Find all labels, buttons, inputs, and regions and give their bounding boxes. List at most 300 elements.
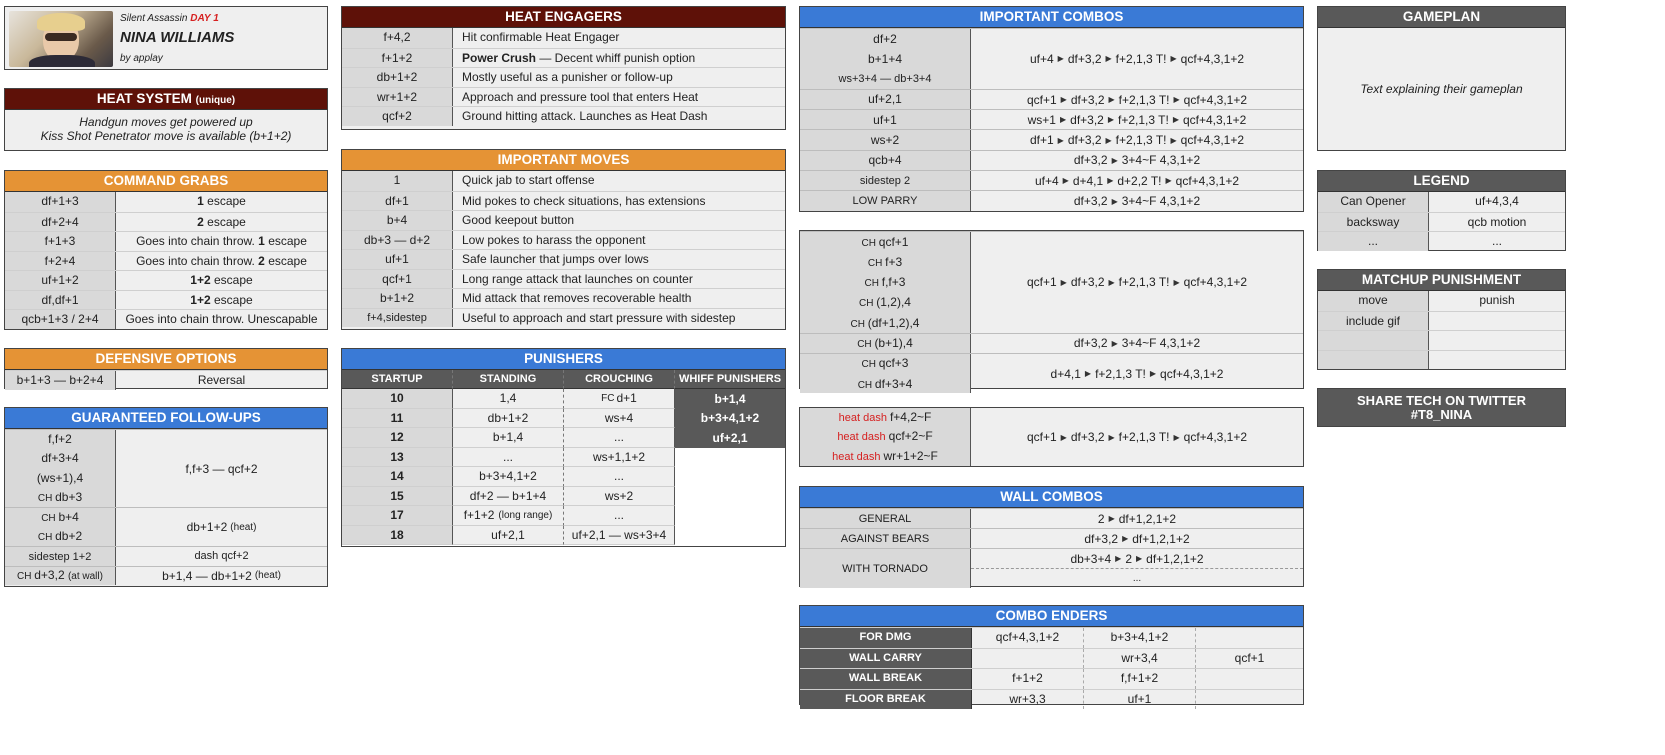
grab-input: uf+1+2	[5, 271, 116, 290]
ch-combo-launcher	[800, 292, 970, 312]
combo-route	[971, 110, 1303, 129]
legend-term: Can Opener	[1318, 192, 1429, 212]
launcher-input: db+2	[55, 529, 83, 543]
route-step: uf+4	[1034, 173, 1059, 188]
defensive-options-title: DEFENSIVE OPTIONS	[5, 349, 327, 370]
heat-engagers-panel	[341, 6, 786, 130]
ender-cell	[1196, 690, 1303, 710]
heat-engager-desc	[453, 49, 785, 68]
route-arrow-icon: ▶	[1170, 135, 1177, 145]
important-combos-panel	[799, 6, 1304, 212]
route-step: qcf+4,3,1+2	[1183, 430, 1248, 444]
ch-combo-launchers	[800, 354, 971, 394]
ender-row	[800, 627, 1303, 648]
route-step: qcf+4,3,1+2	[1160, 366, 1224, 381]
ch-combo-launcher	[800, 334, 970, 353]
route-arrow-icon: ▶	[1057, 135, 1064, 145]
heat-engager-input: qcf+2	[342, 107, 453, 126]
ender-cell: qcf+1	[1234, 650, 1265, 665]
wall-combo-route	[971, 568, 1303, 588]
route-step: 3+4~F 4,3,1+2	[1121, 194, 1201, 209]
followup-inputs	[5, 508, 116, 546]
route-step: df+1,2,1+2	[1146, 551, 1204, 566]
followup-result	[116, 547, 327, 566]
matchup-term	[1318, 351, 1429, 370]
grab-escape-text: escape	[264, 234, 307, 248]
punisher-standing-move: df+2 — b+1+4	[469, 488, 547, 503]
heat-system-note: (unique)	[195, 95, 236, 106]
punisher-crouching	[564, 487, 675, 507]
important-moves-title: IMPORTANT MOVES	[342, 150, 785, 171]
route-step: d+4,1	[1050, 366, 1081, 381]
combo-route	[971, 151, 1303, 170]
route-step: ...	[1132, 573, 1142, 584]
route-arrow-icon: ▶	[1136, 554, 1143, 563]
ch-combo-route	[971, 334, 1303, 353]
wall-combo-row	[800, 508, 1303, 528]
legend-term: backsway	[1318, 213, 1429, 232]
combo-group	[800, 170, 1303, 190]
move-row	[342, 230, 785, 250]
launcher-input: (ws+1),4	[36, 470, 84, 485]
grab-row	[5, 212, 327, 232]
followup-input-note: (at wall)	[67, 571, 103, 582]
route-arrow-icon: ▶	[1062, 176, 1069, 186]
combo-route	[971, 29, 1303, 89]
heat-engager-text: Ground hitting attack. Launches as Heat Dash	[462, 109, 708, 123]
ender-cell: f+1+2	[972, 669, 1084, 689]
grab-note: Goes into chain throw.	[136, 253, 259, 268]
heat-engager-text: Hit confirmable Heat Engager	[462, 30, 620, 44]
route-step: df+1	[1029, 133, 1054, 148]
heat-dash-combos-panel	[799, 407, 1304, 467]
ender-row	[800, 648, 1303, 669]
counter-hit-tag: CH	[864, 278, 882, 290]
defensive-input: b+1+3 — b+2+4	[5, 371, 116, 390]
portrait	[9, 11, 113, 67]
ch-combo-route	[971, 232, 1303, 333]
route-step: df+3,2	[1073, 194, 1108, 209]
punisher-standing-note: (long range)	[498, 509, 553, 521]
punisher-crouching-move: ws+4	[604, 410, 634, 425]
ender-label: FLOOR BREAK	[800, 690, 972, 710]
wall-combos-panel	[799, 486, 1304, 587]
ender-row	[800, 668, 1303, 689]
guaranteed-followups-panel	[4, 407, 328, 587]
punisher-crouching-move: ...	[613, 469, 624, 484]
grab-desc	[116, 291, 327, 310]
followup-input	[5, 488, 115, 507]
heat-dash-launcher	[800, 427, 970, 446]
route-arrow-icon: ▶	[1173, 95, 1180, 105]
route-arrow-icon: ▶	[1122, 534, 1129, 543]
heat-dash-group	[800, 408, 1303, 466]
combo-launcher	[800, 49, 970, 69]
wall-combo-routes	[971, 549, 1303, 588]
punisher-startup: 17	[342, 506, 453, 526]
route-step: df+3,2	[1073, 336, 1108, 351]
heat-dash-launcher	[800, 408, 970, 427]
move-row	[342, 308, 785, 328]
grab-row	[5, 192, 327, 212]
route-step: df+3,2	[1070, 430, 1105, 444]
grab-escape-key: 2	[197, 214, 204, 229]
heat-system-line: Kiss Shot Penetrator move is available (b+1+2)	[40, 129, 292, 143]
route-arrow-icon: ▶	[1059, 115, 1067, 125]
command-grabs-panel	[4, 170, 328, 330]
route-arrow-icon: ▶	[1108, 432, 1115, 442]
punisher-standing	[453, 389, 564, 409]
legend-value: ...	[1491, 234, 1502, 248]
route-arrow-icon: ▶	[1170, 54, 1177, 64]
route-step: 3+4~F 4,3,1+2	[1121, 153, 1201, 168]
grab-input: qcb+1+3 / 2+4	[5, 310, 116, 329]
move-desc	[453, 192, 785, 211]
grab-escape-key: 1	[197, 194, 204, 208]
grab-escape-text: escape	[210, 292, 253, 307]
followup-result-text: b+1,4 — db+1+2	[162, 568, 252, 583]
ender-row	[800, 689, 1303, 710]
followup-input: sidestep 1+2	[28, 550, 92, 563]
punisher-standing-move: f+1+2	[463, 508, 495, 523]
followup-input	[5, 527, 115, 546]
route-step: f+2,1,3 T!	[1118, 275, 1170, 290]
followup-group	[5, 566, 327, 586]
ch-combo-group	[800, 353, 1303, 394]
punishers-title: PUNISHERS	[342, 349, 785, 370]
grab-escape-text: escape	[210, 273, 253, 287]
ch-combo-launcher	[800, 232, 970, 252]
wall-combo-routes	[971, 509, 1303, 528]
move-text: Low pokes to harass the opponent	[462, 232, 646, 247]
command-grabs-title: COMMAND GRABS	[5, 171, 327, 192]
matchup-title: MATCHUP PUNISHMENT	[1318, 270, 1565, 291]
matchup-term: move	[1318, 291, 1429, 311]
followup-input	[5, 508, 115, 527]
heat-engagers-title: HEAT ENGAGERS	[342, 7, 785, 28]
heat-engager-row	[342, 67, 785, 87]
heat-dash-input: f+4,2~F	[889, 410, 932, 425]
wall-combo-routes	[971, 529, 1303, 548]
ender-cell: f,f+1+2	[1084, 669, 1196, 689]
ender-cell	[1196, 669, 1303, 689]
route-arrow-icon: ▶	[1172, 115, 1179, 125]
launcher-input: qcf+3	[878, 356, 909, 371]
route-step: f+2,1,3 T!	[1115, 133, 1167, 148]
route-arrow-icon: ▶	[1165, 176, 1172, 186]
fc-tag: FC	[601, 392, 615, 404]
route-step: db+3+4	[1070, 551, 1112, 566]
launcher-input: qcb+4	[868, 153, 902, 168]
grab-input: df+1+3	[5, 192, 116, 212]
combo-launcher	[800, 191, 970, 210]
heat-engager-input: db+1+2	[342, 68, 453, 87]
punisher-header: CROUCHING	[564, 370, 675, 389]
grab-desc	[116, 252, 327, 271]
move-row	[342, 191, 785, 211]
combo-launchers	[800, 151, 971, 170]
route-step: f+2,1,3 T!	[1118, 112, 1169, 127]
grab-escape-key: 1	[258, 234, 265, 248]
heat-engager-highlight: Power Crush	[462, 50, 537, 65]
route-step: qcf+1	[1026, 92, 1057, 107]
heat-dash-launcher	[800, 447, 970, 466]
move-row	[342, 249, 785, 269]
combo-group	[800, 129, 1303, 149]
route-step: f+2,1,3 T!	[1115, 51, 1167, 66]
launcher-input: f,f+2	[48, 431, 72, 446]
punisher-crouching-move: ws+2	[604, 488, 634, 503]
heat-system-title-bar	[5, 89, 327, 110]
combo-route	[971, 130, 1303, 149]
ch-combo-route	[971, 354, 1303, 394]
combo-launcher	[800, 90, 970, 109]
route-step: df+3,2	[1067, 133, 1102, 148]
grab-escape-key: 1+2	[190, 273, 211, 287]
combo-launchers	[800, 130, 971, 149]
counter-hit-tag: CH	[867, 257, 886, 269]
counter-hit-tag: CH	[861, 237, 879, 249]
route-arrow-icon: ▶	[1107, 176, 1114, 186]
move-input: qcf+1	[342, 270, 453, 289]
important-combos-title: IMPORTANT COMBOS	[800, 7, 1303, 28]
heat-dash-input: qcf+2~F	[888, 429, 933, 444]
punisher-standing-move: db+1+2	[487, 410, 529, 425]
punisher-crouching	[564, 526, 675, 546]
move-text: Safe launcher that jumps over lows	[462, 252, 649, 266]
heat-system-line: Handgun moves get powered up	[79, 115, 253, 129]
combo-launchers	[800, 171, 971, 190]
important-moves-panel	[341, 149, 786, 330]
route-arrow-icon: ▶	[1105, 54, 1112, 64]
legend-value: uf+4,3,4	[1475, 194, 1519, 208]
route-step: qcf+1	[1026, 275, 1057, 290]
followup-inputs	[5, 430, 116, 507]
matchup-panel	[1317, 269, 1566, 370]
profile-subtitle: Silent Assassin	[120, 13, 188, 24]
followup-inputs	[5, 567, 116, 586]
matchup-row	[1318, 330, 1565, 350]
ch-combo-launchers	[800, 232, 971, 333]
move-text: Useful to approach and start pressure with sidestep	[462, 310, 736, 325]
combo-launchers	[800, 29, 971, 89]
ch-combo-launcher	[800, 374, 970, 394]
wall-combos-title: WALL COMBOS	[800, 487, 1303, 508]
combo-group	[800, 109, 1303, 129]
grab-desc	[116, 271, 327, 290]
punisher-crouching-move: ws+1,1+2	[592, 449, 646, 464]
route-arrow-icon: ▶	[1060, 432, 1067, 442]
punisher-startup: 13	[342, 448, 453, 468]
move-desc	[453, 211, 785, 230]
combo-route	[971, 90, 1303, 109]
combo-launcher	[800, 130, 970, 149]
punisher-header: STARTUP	[342, 370, 453, 389]
heat-engager-desc	[453, 68, 785, 87]
profile-day: DAY 1	[190, 13, 219, 24]
move-desc	[453, 171, 785, 191]
punisher-crouching-move: ...	[613, 508, 624, 523]
move-desc	[453, 289, 785, 308]
launcher-input: (1,2),4	[876, 295, 911, 310]
move-text: Quick jab to start offense	[462, 173, 595, 187]
move-text: Good keepout button	[462, 213, 575, 227]
wall-combo-route	[971, 509, 1303, 528]
share-tech-banner[interactable]	[1317, 388, 1566, 427]
followup-group	[5, 507, 327, 546]
move-desc	[453, 231, 785, 250]
move-desc	[453, 270, 785, 289]
matchup-value	[1429, 312, 1565, 331]
ender-label: FOR DMG	[800, 628, 972, 648]
grab-row	[5, 251, 327, 271]
punisher-startup: 10	[342, 389, 453, 409]
grab-escape-text: escape	[264, 253, 307, 268]
route-arrow-icon: ▶	[1108, 514, 1115, 523]
launcher-input: (df+1,2),4	[867, 315, 920, 330]
punisher-standing-move: b+1,4	[492, 430, 524, 445]
heat-engager-text: Mostly useful as a punisher or follow-up	[462, 70, 673, 84]
heat-engager-input: f+1+2	[342, 49, 453, 68]
heat-engager-row	[342, 28, 785, 48]
launcher-input: LOW PARRY	[852, 194, 918, 207]
followups-title: GUARANTEED FOLLOW-UPS	[5, 408, 327, 429]
move-row	[342, 171, 785, 191]
route-step: d+2,2 T!	[1117, 173, 1162, 188]
matchup-row	[1318, 311, 1565, 331]
move-input: b+4	[342, 211, 453, 230]
combo-group	[800, 190, 1303, 210]
grab-row	[5, 270, 327, 290]
launcher-input: b+4	[58, 509, 79, 524]
combo-launchers	[800, 90, 971, 109]
route-step: ws+1	[1027, 112, 1056, 127]
route-step: df+3,2	[1070, 275, 1105, 290]
launcher-input: df+2	[873, 31, 897, 46]
route-step: qcf+4,3,1+2	[1180, 133, 1245, 148]
defensive-row	[5, 370, 327, 390]
route-arrow-icon: ▶	[1108, 95, 1115, 105]
punisher-startup: 15	[342, 487, 453, 507]
punishers-panel	[341, 348, 786, 547]
matchup-term	[1318, 331, 1429, 350]
legend-row	[1318, 212, 1565, 232]
wall-combo-row	[800, 548, 1303, 588]
whiff-punisher: b+3+4,1+2	[675, 409, 785, 429]
whiff-punisher: b+1,4	[675, 389, 785, 409]
route-arrow-icon: ▶	[1173, 432, 1180, 442]
grab-input: df+2+4	[5, 213, 116, 232]
followup-result	[116, 508, 327, 546]
followup-input	[5, 449, 115, 469]
combo-route	[971, 171, 1303, 190]
counter-hit-tag: CH	[850, 318, 868, 330]
launcher-input: sidestep 2	[859, 174, 911, 187]
ender-cell	[1196, 628, 1303, 648]
heat-engager-row	[342, 48, 785, 68]
combo-group	[800, 28, 1303, 89]
punisher-standing	[453, 428, 564, 448]
punisher-header: WHIFF PUNISHERS	[675, 370, 785, 389]
heat-system-title: HEAT SYSTEM	[96, 91, 192, 106]
followup-result-text: db+1+2	[186, 520, 228, 534]
followup-input	[5, 547, 115, 566]
wall-combo-label: AGAINST BEARS	[800, 529, 971, 548]
route-step: qcf+4,3,1+2	[1180, 51, 1245, 66]
punisher-crouching-move: d+1	[616, 391, 637, 406]
route-arrow-icon: ▶	[1111, 196, 1118, 206]
combo-launcher	[800, 171, 970, 190]
ender-cell: wr+3,4	[1084, 649, 1196, 669]
route-step: df+3,2	[1070, 92, 1105, 107]
legend-value: qcb motion	[1467, 214, 1527, 229]
combo-group	[800, 150, 1303, 170]
legend-panel	[1317, 170, 1566, 251]
legend-row	[1318, 231, 1565, 251]
move-desc	[453, 309, 785, 328]
grab-escape-key: 2	[258, 253, 265, 268]
grab-escape-key: 1+2	[190, 292, 211, 307]
grab-row	[5, 290, 327, 310]
wall-combo-row	[800, 528, 1303, 548]
move-text: Long range attack that launches on counter	[462, 271, 693, 286]
route-step: f+2,1,3 T!	[1095, 366, 1146, 381]
combo-launcher	[800, 151, 970, 170]
character-name: NINA WILLIAMS	[120, 29, 235, 46]
heat-engager-desc	[453, 88, 785, 107]
route-arrow-icon: ▶	[1111, 155, 1118, 165]
move-text: Mid attack that removes recoverable health	[462, 291, 692, 305]
route-arrow-icon: ▶	[1060, 95, 1067, 105]
combo-route	[971, 191, 1303, 210]
ender-label: WALL CARRY	[800, 649, 972, 669]
move-input: 1	[342, 171, 453, 191]
punisher-startup: 18	[342, 526, 453, 546]
route-arrow-icon: ▶	[1149, 369, 1157, 379]
followup-input	[5, 567, 115, 586]
grab-input: f+1+3	[5, 232, 116, 251]
gameplan-text: Text explaining their gameplan	[1360, 82, 1523, 96]
punisher-standing	[453, 526, 564, 546]
gameplan-title: GAMEPLAN	[1318, 7, 1565, 28]
ch-combo-launcher	[800, 354, 970, 374]
route-step: df+3,2	[1070, 112, 1104, 127]
punisher-standing-move: b+3+4,1+2	[479, 469, 537, 484]
heat-engager-row	[342, 87, 785, 107]
combo-launchers	[800, 110, 971, 129]
grab-desc	[116, 213, 327, 232]
legend-title: LEGEND	[1318, 171, 1565, 192]
ch-combo-group	[800, 333, 1303, 353]
route-arrow-icon: ▶	[1107, 115, 1114, 125]
heat-engager-desc	[453, 107, 785, 126]
grab-note: Goes into chain throw. Unescapable	[125, 312, 318, 326]
punisher-startup: 14	[342, 467, 453, 487]
share-hashtag[interactable]: #T8_NINA	[1410, 407, 1473, 422]
launcher-input: df+3+4	[874, 376, 913, 391]
ch-combo-launcher	[800, 252, 970, 272]
heat-system-body	[5, 110, 327, 143]
move-desc	[453, 250, 785, 269]
heat-engager-text: — Decent whiff punish option	[536, 50, 696, 65]
route-step: df+3,2	[1067, 51, 1102, 66]
launcher-input: df+3+4	[41, 451, 79, 465]
route-arrow-icon: ▶	[1084, 369, 1092, 379]
defensive-options-panel	[4, 348, 328, 389]
punisher-standing-move: uf+2,1	[491, 527, 525, 542]
punisher-startup: 12	[342, 428, 453, 448]
combo-enders-panel	[799, 605, 1304, 705]
